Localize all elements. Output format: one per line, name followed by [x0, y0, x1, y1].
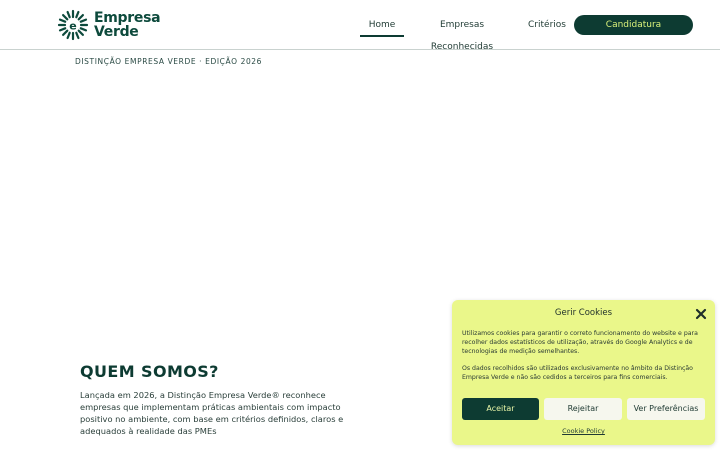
- logo-line-2: Verde: [94, 24, 139, 40]
- about-text: Lançada em 2026, a Distinção Empresa Verde® reconhece empresas que implementam práticas ambientais com impacto positivo no ambiente, com base em critérios definidos, claros e adequados à realidade das PMEs: [80, 390, 344, 436]
- preferences-button[interactable]: Ver Preferências: [627, 398, 705, 420]
- site-header: [0, 0, 720, 50]
- logo[interactable]: [57, 9, 161, 41]
- accept-button[interactable]: Aceitar: [462, 398, 539, 420]
- about-title: QUEM SOMOS?: [80, 362, 219, 381]
- logo-line-1: Empresa: [94, 10, 161, 26]
- reject-button[interactable]: Rejeitar: [544, 398, 622, 420]
- cookie-description: Utilizamos cookies para garantir o correto funcionamento do website e para recolher dados estatísticos de utilização, através do Google Analytics e de tecnologias de medição semelhantes.: [462, 330, 698, 355]
- cookie-banner: [452, 300, 715, 445]
- cookie-title: Gerir Cookies: [554, 308, 613, 318]
- edition-label: DISTINÇÃO EMPRESA VERDE · EDIÇÃO 2026: [75, 57, 263, 66]
- close-icon[interactable]: [694, 307, 708, 321]
- nav-empresas-reconhecidas[interactable]: Empresas Reconhecidas: [430, 20, 494, 52]
- logo-wordmark: [94, 11, 160, 39]
- sunburst-logo-icon: [57, 9, 89, 41]
- cookie-data-notice: Os dados recolhidos são utilizados exclusivamente no âmbito da Distinção Empresa Verde e não são cedidos a terceiros para fins comerciais.: [462, 365, 693, 381]
- cookie-policy-link[interactable]: Cookie Policy: [562, 427, 605, 435]
- candidatura-button[interactable]: Candidatura: [574, 15, 693, 35]
- nav-criterios[interactable]: Critérios: [528, 20, 566, 30]
- svg-text:e: e: [69, 19, 77, 33]
- nav-home[interactable]: Home: [360, 14, 404, 37]
